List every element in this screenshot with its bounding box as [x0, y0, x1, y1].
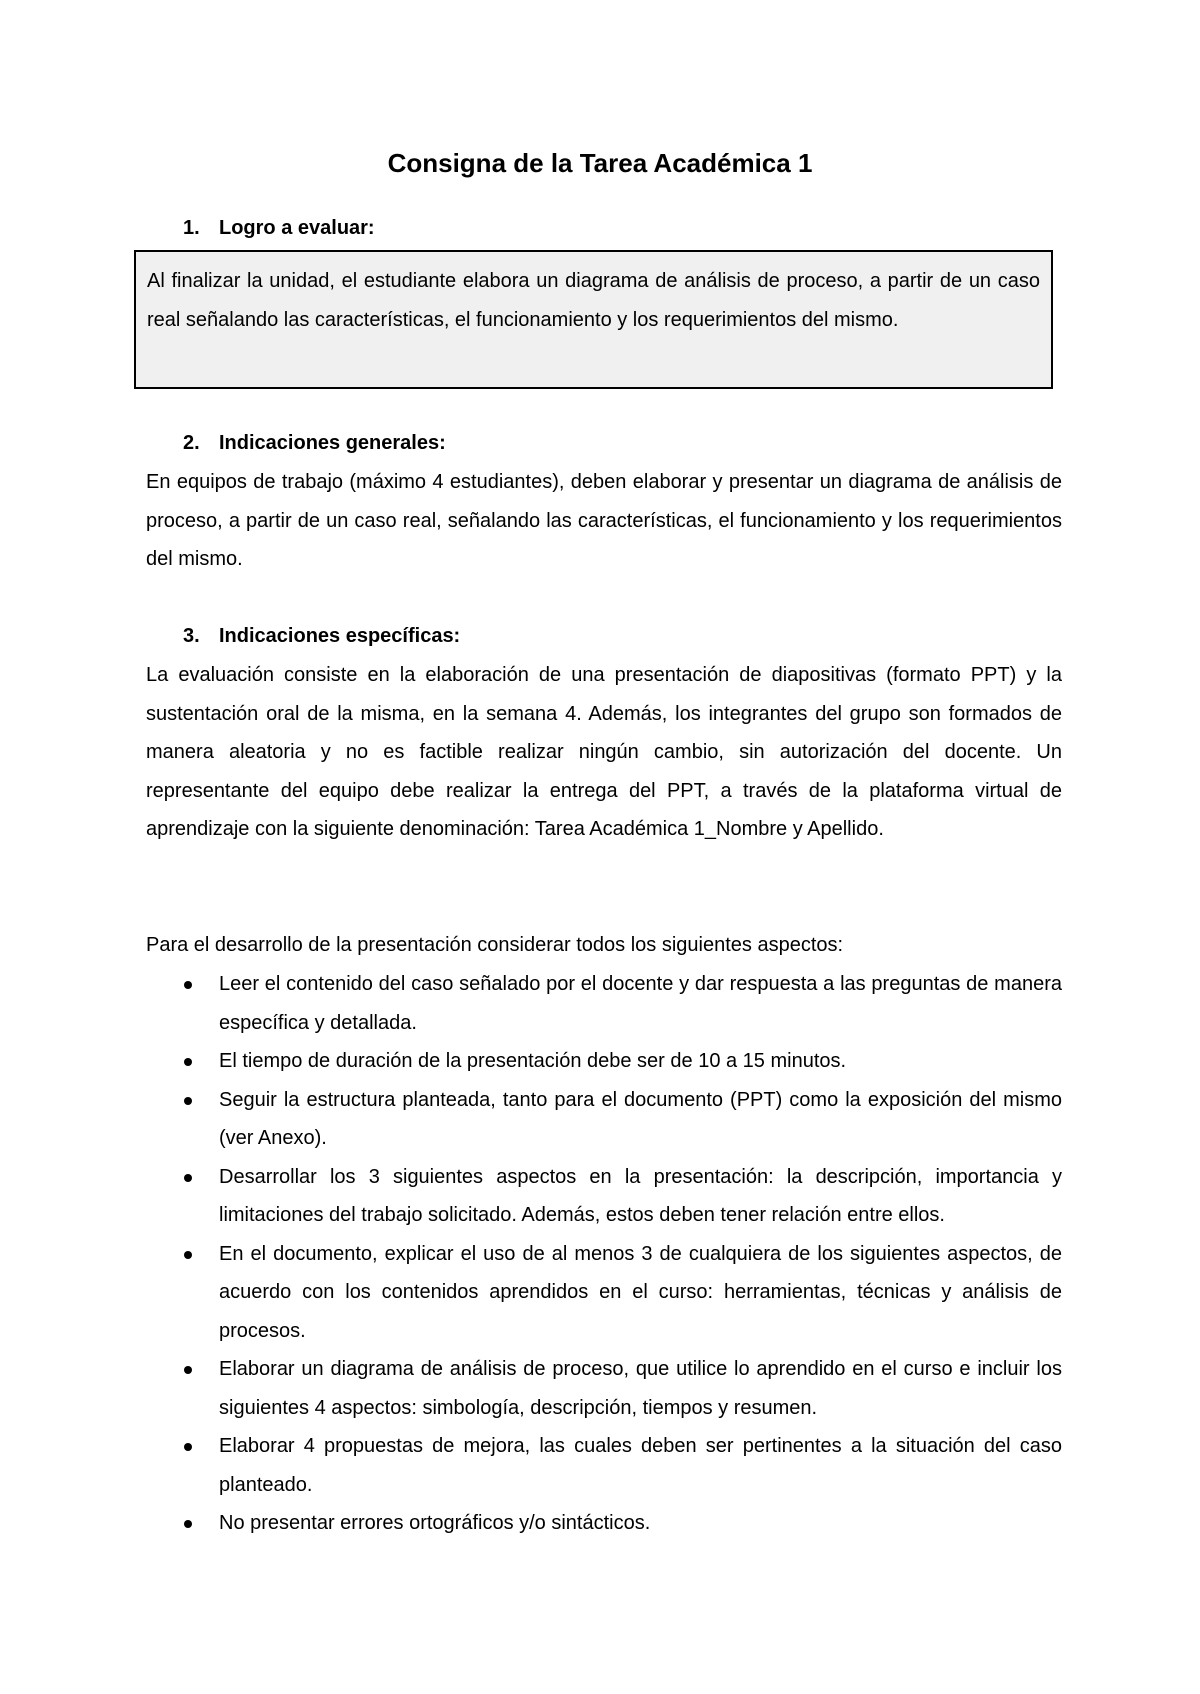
list-item: [146, 1427, 1062, 1504]
bullet-icon: [184, 981, 192, 989]
bullet-icon: [184, 1520, 192, 1528]
section-2-heading: [183, 429, 446, 457]
section-1-number: 1.: [183, 217, 200, 239]
bullet-icon: [184, 1443, 192, 1451]
list-item-text: No presentar errores ortográficos y/o sintácticos.: [219, 1512, 651, 1534]
achievement-text: Al finalizar la unidad, el estudiante elabora un diagrama de análisis de proceso, a partir de un caso real señalando las características, el funcionamiento y los requerimientos del mismo.: [147, 270, 1040, 331]
bullet-icon: [184, 1097, 192, 1105]
aspects-intro: Para el desarrollo de la presentación considerar todos los siguientes aspectos:: [146, 934, 844, 956]
list-item: [146, 1504, 1062, 1543]
bullet-icon: [184, 1251, 192, 1259]
list-item: [146, 1158, 1062, 1235]
section-2-number: 2.: [183, 432, 200, 454]
list-item: [146, 1081, 1062, 1158]
bullet-icon: [184, 1058, 192, 1066]
section-1-title: Logro a evaluar:: [219, 217, 375, 239]
section-1-heading: [183, 214, 375, 242]
list-item-text: Leer el contenido del caso señalado por el docente y dar respuesta a las preguntas de manera específica y detallada.: [219, 973, 1062, 1034]
list-item: [146, 1042, 1062, 1081]
list-item-text: Elaborar un diagrama de análisis de proceso, que utilice lo aprendido en el curso e incluir los siguientes 4 aspectos: simbología, descripción, tiempos y resumen.: [219, 1358, 1062, 1419]
list-item-text: Seguir la estructura planteada, tanto para el documento (PPT) como la exposición del mismo (ver Anexo).: [219, 1088, 1062, 1149]
document-title: Consigna de la Tarea Académica 1: [387, 148, 813, 178]
section-3-title: Indicaciones específicas:: [219, 625, 461, 647]
list-item-text: Desarrollar los 3 siguientes aspectos en la presentación: la descripción, importancia y limitaciones del trabajo solicitado. Además, estos deben tener relación entre ellos.: [219, 1165, 1062, 1226]
specific-indications-text: La evaluación consiste en la elaboración de una presentación de diapositivas (formato PPT) y la sustentación oral de la misma, en la semana 4. Además, los integrantes del grupo son formados de manera aleatoria y no es factible realizar ningún cambio, sin autorización del docente. Un representante del equipo debe realizar la entrega del PPT, a través de la plataforma virtual de aprendizaje con la siguiente denominación: Tarea Académica 1_Nombre y Apellido.: [146, 664, 1062, 840]
aspects-list: [146, 965, 1062, 1543]
general-indications-text: En equipos de trabajo (máximo 4 estudiantes), deben elaborar y presentar un diagrama de análisis de proceso, a partir de un caso real, señalando las características, el funcionamiento y los requerimientos del mismo.: [146, 471, 1062, 570]
bullet-icon: [184, 1174, 192, 1182]
list-item-text: El tiempo de duración de la presentación debe ser de 10 a 15 minutos.: [219, 1050, 847, 1072]
list-item: [146, 965, 1062, 1042]
section-3-heading: [183, 622, 460, 650]
list-item-text: En el documento, explicar el uso de al menos 3 de cualquiera de los siguientes aspectos, de acuerdo con los contenidos aprendidos en el curso: herramientas, técnicas y análisis de procesos.: [219, 1242, 1062, 1342]
list-item-text: Elaborar 4 propuestas de mejora, las cuales deben ser pertinentes a la situación del caso planteado.: [219, 1435, 1062, 1496]
section-2-title: Indicaciones generales:: [219, 432, 446, 454]
achievement-box: [134, 250, 1053, 389]
list-item: [146, 1350, 1062, 1427]
section-3-number: 3.: [183, 625, 200, 647]
list-item: [146, 1235, 1062, 1351]
bullet-icon: [184, 1366, 192, 1374]
